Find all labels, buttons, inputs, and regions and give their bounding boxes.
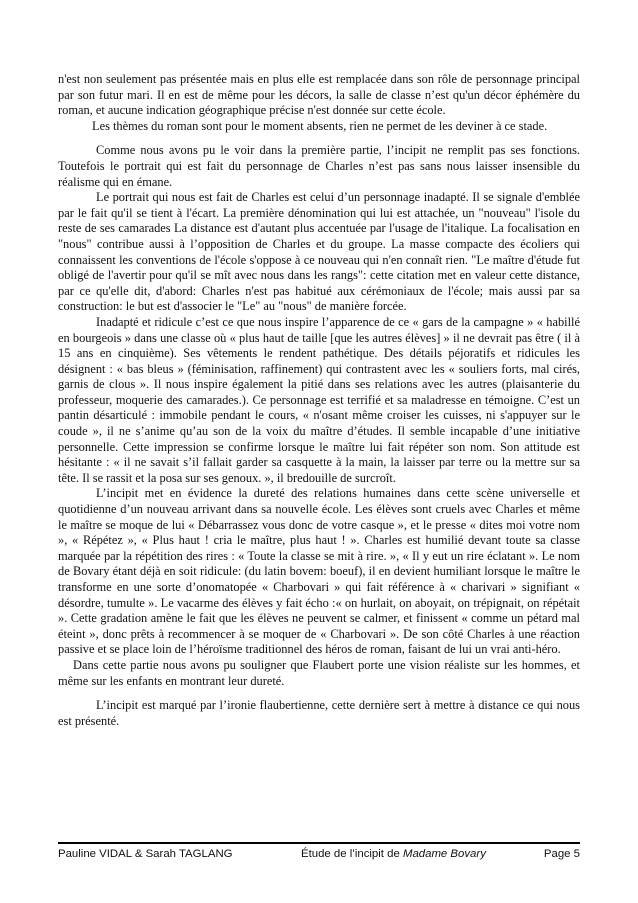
footer-authors: Pauline VIDAL & Sarah TAGLANG (58, 848, 233, 860)
paragraph: Comme nous avons pu le voir dans la première partie, l’incipit ne remplit pas ses fonctions. Toutefois le portrait qui est fait du personnage de Charles n’est pas sans nous laisser insensible du réalisme qui en émane. (58, 143, 580, 189)
footer-book-title: Madame Bovary (402, 848, 486, 860)
paragraph: Les thèmes du roman sont pour le moment absents, rien ne permet de les deviner à ce stade. (92, 118, 548, 133)
paragraph: Le portrait qui nous est fait de Charles est celui d’un personnage inadapté. Il se signale d'emblée par le fait qu'il se tient à l'écart. La première dénomination qui lui est attachée, un "nouveau" l'isole du reste de ses camarades La distance est d'autant plus accentuée par l'usage de l'italique. La focalisation en "nous" contribue aussi à l’opposition de Charles et du groupe. La masse compacte des écoliers qui connaissent les conventions de l'école s'oppose à ce nouveau qui n'en connaît rien. "Le maître d'étude fut obligé de l'avertir pour qu'il se mît avec nous dans les rangs": cette citation met en valeur cette distance, par ce qu'elle dit, d'abord: Charles n'est pas habitué aux cérémoniaux de l'école; mais aussi par sa construction: le but est d'associer le "Le" au "nous" de manière forcée. (58, 190, 580, 314)
paragraph: L’incipit est marqué par l’ironie flaubertienne, cette dernière sert à mettre à distance ce qui nous est présenté. (58, 698, 580, 728)
paragraph: Dans cette partie nous avons pu souligner que Flaubert porte une vision réaliste sur les hommes, et même sur les enfants en montrant leur dureté. (58, 657, 580, 688)
paragraph: Inadapté et ridicule c’est ce que nous inspire l’apparence de ce « gars de la campagne » « habillé en bourgeois » dans une classe où « plus haut de taille [que les autres élèves] » il ne devrait pas être ( il à 15 ans en cinquième). Ses vêtements le rendent pathétique. Des détails péjoratifs et ridicules les désignent : « bas bleus » (féminisation, raffinement) qui contrastent avec les « souliers forts, mal cirés, garnis de clous ». Il nous inspire également la pitié dans ses relations avec les autres (plaisanterie du professeur, moquerie des camarades.). Ce personnage est terrifié et sa maladresse en témoigne. C’est un pantin désarticulé : immobile pendant le cours, « n'osant même croiser les cuisses, ni s'appuyer sur le coude », il ne s’anime qu’au son de la voix du maître d’études. Il semble incapable d’une initiative personnelle. Cette impression se confirme lorsque le maître lui fait répéter son nom. Son attitude est hésitante : « il ne savait s’il fallait garder sa casquette à la main, la laisser par terre ou la mettre sur sa tête. Il se rassit et la posa sur ses genoux. », il bredouille de surcroît. (58, 314, 580, 485)
paragraph: L’incipit met en évidence la dureté des relations humaines dans cette scène universelle et quotidienne d’un nouveau arrivant dans sa nouvelle école. Les élèves sont cruels avec Charles et même le maître se moque de lui « Débarrassez vous donc de votre casque », et le presse « dites moi votre nom », « Répétez », « Plus haut ! cria le maître, plus haut ! ». Charles est humilié devant toute sa classe marquée par la répétition des rires : « Toute la classe se mit à rire. », « Il y eut un rire éclatant ». Le nom de Bovary étant déjà en soit ridicule: (du latin bovem: boeuf), il en devient humiliant lorsque le maître le transforme en une sorte d’onomatopée « Charbovari » qui fait référence à « charivari » signifiant « désordre, tumulte ». Le vacarme des élèves y fait écho :« on hurlait, on aboyait, on trépignait, on répétait ». Cette gradation amène le fait que les élèves ne peuvent se calmer, et finissent « comme un pétard mal éteint », donc prêts à recommencer à se moquer de « Charbovari ». De son côté Charles à une réaction passive et se place loin de l’héroïsme traditionnel des héros de roman, faisant de lui un vrai anti-héro. (58, 486, 580, 657)
footer-study-prefix: Étude de l’incipit de (301, 848, 403, 860)
page-number: Page 5 (543, 848, 580, 860)
document-body (58, 72, 580, 729)
page-footer (58, 842, 580, 860)
footer-title (301, 847, 486, 861)
paragraph: n'est non seulement pas présentée mais en plus elle est remplacée dans son rôle de personnage principal par son futur mari. Il en est de même pour les décors, la salle de classe n’est qu'un décor éphémère du roman, et aucune indication géographique précise n'est donnée sur cette école. (58, 72, 580, 118)
